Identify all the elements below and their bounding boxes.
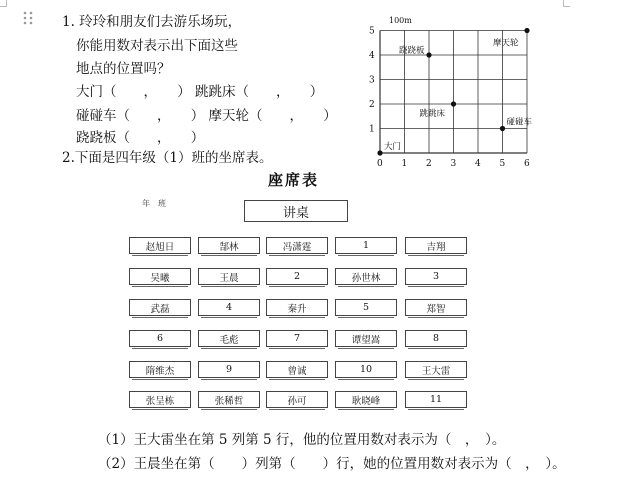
- location-label: 跷跷板: [399, 46, 425, 56]
- seat-cell: 8: [405, 330, 467, 347]
- y-tick-label: 1: [369, 124, 375, 135]
- x-tick-label: 5: [499, 159, 506, 168]
- coordinate-grid-figure: [362, 10, 562, 168]
- x-tick-label: 4: [475, 159, 481, 168]
- seat-cell: 武磊: [129, 299, 191, 316]
- seat-cell: 7: [266, 330, 328, 347]
- y-tick-label: 5: [369, 26, 375, 37]
- location-label: 碰碰车: [506, 117, 533, 128]
- y-tick-label: 2: [369, 100, 375, 110]
- x-tick-label: 3: [450, 159, 457, 168]
- seat-cell: 冯潇霆: [266, 237, 328, 254]
- seat-cell: 4: [198, 299, 260, 316]
- y-tick-label: 4: [369, 51, 375, 61]
- problem1-line-4: 大门（ ， ） 跳跳床（ ， ）: [76, 84, 324, 100]
- problem1-line-3: 地点的位置吗？: [76, 61, 171, 77]
- seat-cell: 王大雷: [405, 361, 467, 378]
- location-point: [451, 101, 456, 106]
- y-tick-label: 3: [369, 75, 375, 86]
- seat-cell: 郜林: [198, 237, 260, 254]
- x-tick-label: 0: [377, 159, 383, 168]
- seat-cell: 吴曦: [129, 268, 191, 285]
- teacher-desk: 讲桌: [244, 200, 348, 222]
- x-tick-label: 1: [401, 159, 408, 168]
- seat-cell: 郑智: [405, 299, 467, 316]
- problem1-line-2: 你能用数对表示出下面这些: [76, 38, 238, 54]
- seat-cell: 10: [335, 361, 397, 378]
- seat-cell: 孙可: [266, 391, 328, 408]
- problem1-line-1: 1. 玲玲和朋友们去游乐场玩，: [62, 14, 242, 30]
- seat-cell: 王晨: [198, 268, 260, 285]
- x-tick-label: 6: [524, 159, 530, 168]
- location-point: [426, 52, 431, 57]
- seat-cell: 吉翔: [405, 237, 467, 254]
- seat-cell: 张稀哲: [198, 391, 260, 408]
- seat-cell: 毛彪: [198, 330, 260, 347]
- location-point: [377, 150, 382, 155]
- seat-cell: 赵旭日: [129, 237, 191, 254]
- seat-cell: 曾诚: [266, 361, 328, 378]
- seat-cell: 隋维杰: [129, 361, 191, 378]
- question-3-cutoff: [98, 474, 518, 480]
- page-corner-mark: [0, 0, 7, 7]
- problem2-intro: 2.下面是四年级（1）班的坐席表。: [62, 150, 273, 166]
- seat-cell: 孙世林: [335, 268, 397, 285]
- seat-cell: 5: [335, 299, 397, 316]
- seat-cell: 耿晓峰: [335, 391, 397, 408]
- seat-cell: 6: [129, 330, 191, 347]
- seat-cell: 谭望嵩: [335, 330, 397, 347]
- seating-chart-title: 座席表: [268, 171, 320, 189]
- grade-class-label: 年 班: [142, 199, 166, 208]
- location-label: 跳跳床: [419, 109, 446, 119]
- seat-cell: 张呈栋: [129, 391, 191, 408]
- seat-cell: 11: [405, 391, 467, 408]
- question-1: （1）王大雷坐在第 5 列第 5 行，他的位置用数对表示为（ ， ）。: [98, 432, 506, 448]
- scale-label: 100m: [389, 16, 412, 25]
- location-label: 大门: [384, 142, 402, 152]
- question-2: （2）王晨坐在第（ ）列第（ ）行，她的位置用数对表示为（ ， ）。: [98, 456, 566, 472]
- seat-cell: 9: [198, 361, 260, 378]
- location-label: 摩天轮: [493, 38, 519, 49]
- page-corner-mark: [563, 0, 570, 7]
- seat-cell: 2: [266, 268, 328, 285]
- seat-cell: 1: [335, 237, 397, 254]
- x-tick-label: 2: [426, 159, 432, 168]
- seat-cell: 秦升: [266, 299, 328, 316]
- location-point: [524, 28, 529, 33]
- location-point: [500, 126, 505, 131]
- problem1-line-5: 碰碰车（ ， ） 摩天轮（ ， ）: [76, 108, 337, 124]
- seat-cell: 3: [405, 268, 467, 285]
- problem1-line-6: 跷跷板（ ， ）: [76, 130, 205, 146]
- drag-handle-icon[interactable]: [22, 10, 34, 26]
